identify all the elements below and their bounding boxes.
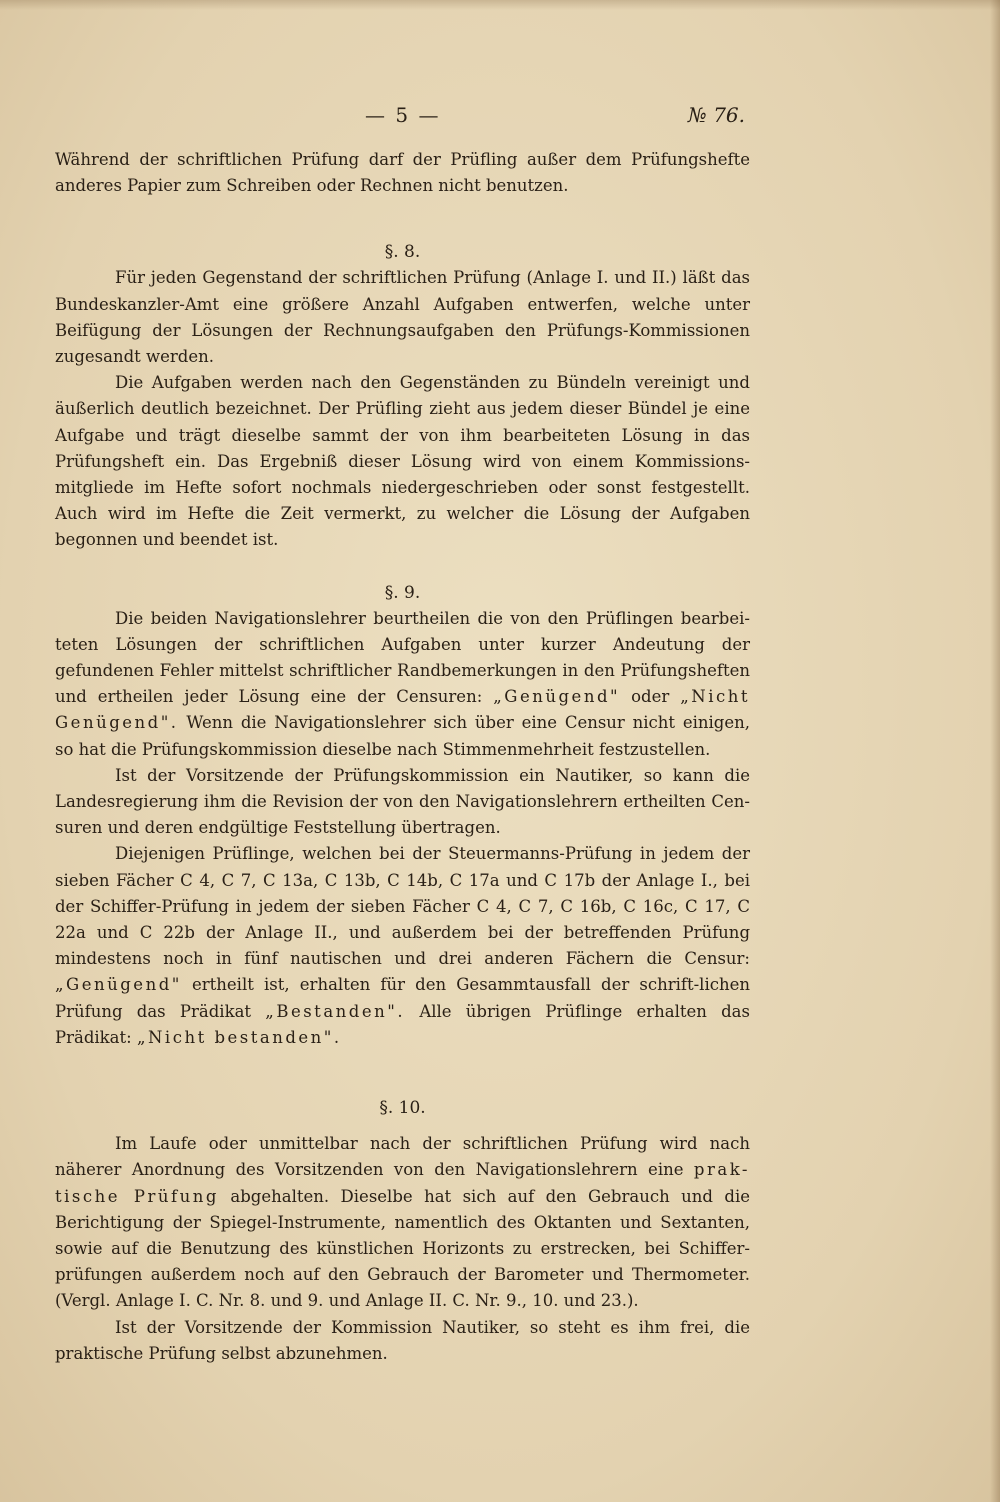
- document-number: № 76.: [687, 103, 745, 127]
- emphasis-nicht-genuegend: „Nicht Genügend".: [55, 687, 751, 733]
- text-run: ertheilt ist, erhalten für den Gesammtausfall der schrift-lichen Prüfung das Prädikat: [55, 975, 750, 1021]
- paragraph-8-1: Für jeden Gegenstand der schriftlichen Prüfung (Anlage I. und II.) läßt das Bundeskanzler-Amt eine größere Anzahl Aufgaben entwerfen, welche unter Beifügung der Lösungen der Rechnungsaufgaben den Prüfungs-Kommissionen zugesandt werden.: [55, 268, 750, 367]
- text-run: Die beiden Navigationslehrer beurtheilen die von den Prüflingen bearbei-teten Lösungen der schriftlichen Aufgaben unter kurzer Andeutung der gefundenen Fehler mittelst schriftlicher Randbemerkungen in den Prüfungsheften und ertheilen jeder Lösung eine der Censuren:: [55, 608, 750, 707]
- text-run: oder: [620, 687, 681, 707]
- spacer: [55, 1121, 750, 1131]
- text-run: Wenn die Navigationslehrer sich über eine Censur nicht einigen, so hat die Prüfungskommission dieselbe nach Stimmenmehrheit festzustellen.: [55, 713, 750, 759]
- page-body: [55, 147, 750, 1367]
- text-run: Diejenigen Prüflinge, welchen bei der Steuermanns-Prüfung in jedem der sieben Fächer C 4, C 7, C 13a, C 13b, C 14b, C 17a und C 17b der Anlage I., bei der Schiffer-Prüfung in jedem der sieben Fächer C 4, C 7, C 16b, C 16c, C 17, C 22a und C 22b der Anlage II., und außerdem bei der betreffenden Prüfung mindestens noch in fünf nautischen und drei anderen Fächern die Censur:: [55, 844, 750, 969]
- emphasis-praktische-pruefung: prak-tische Prüfung: [55, 1160, 750, 1206]
- text-run: Alle übrigen Prüflinge erhalten das Prädikat:: [55, 1001, 750, 1047]
- paragraph-9-3: [55, 841, 750, 1051]
- spacer: [55, 554, 750, 580]
- paragraph-10-2: Ist der Vorsitzende der Kommission Nautiker, so steht es ihm frei, die praktische Prüfung selbst abzunehmen.: [55, 1317, 750, 1363]
- emphasis-genuegend: „Genügend": [493, 687, 621, 707]
- scan-shadow-top: [0, 0, 1000, 10]
- text-run: Im Laufe oder unmittelbar nach der schriftlichen Prüfung wird nach näherer Anordnung des Vorsitzenden von den Navigationslehrern eine: [55, 1134, 750, 1180]
- page-header: [55, 103, 745, 133]
- paragraph-8-2: Die Aufgaben werden nach den Gegenständen zu Bündeln vereinigt und äußerlich deutlich bezeichnet. Der Prüfling zieht aus jedem dieser Bündel je eine Aufgabe und trägt dieselbe sammt der von ihm bearbeiteten Lösung in das Prüfungsheft ein. Das Ergebniß dieser Lösung wird von einem Kommissions-mitgliede im Hefte sofort nochmals niedergeschrieben oder sonst festgestellt. Auch wird im Hefte die Zeit vermerkt, zu welcher die Lösung der Aufgaben begonnen und beendet ist.: [55, 373, 750, 550]
- paragraph-10-1: [55, 1131, 750, 1314]
- emphasis-genuegend: „Genügend": [55, 975, 182, 995]
- section-heading-9: §. 9.: [384, 582, 421, 603]
- section-heading-10: §. 10.: [379, 1098, 426, 1119]
- section-heading-8: §. 8.: [384, 242, 421, 263]
- text-run: abgehalten. Dieselbe hat sich auf den Gebrauch und die Berichtigung der Spiegel-Instrumente, namentlich des Oktanten und Sextanten, sowie auf die Benutzung des künstlichen Horizonts zu erstrecken, bei Schiffer-prüfungen außerdem noch auf den Gebrauch der Barometer und Thermometer. (Vergl. Anlage I. C. Nr. 8. und 9. und Anlage II. C. Nr. 9., 10. und 23.).: [55, 1186, 750, 1311]
- scan-shadow-right: [990, 0, 1000, 1502]
- spacer: [55, 1051, 750, 1095]
- spacer: [55, 199, 750, 239]
- paragraph-9-1: [55, 606, 750, 763]
- paragraph-9-2: Ist der Vorsitzende der Prüfungskommission ein Nautiker, so kann die Landesregierung ihm die Revision der von den Navigationslehrern ertheilten Cen-suren und deren endgültige Feststellung übertragen.: [55, 765, 750, 838]
- emphasis-bestanden: „Bestanden".: [265, 1001, 406, 1021]
- page-number: — 5 —: [365, 103, 441, 127]
- paragraph-intro: Während der schriftlichen Prüfung darf der Prüfling außer dem Prüfungshefte anderes Papier zum Schreiben oder Rechnen nicht benutzen.: [55, 150, 750, 196]
- emphasis-nicht-bestanden: „Nicht bestanden".: [136, 1027, 342, 1047]
